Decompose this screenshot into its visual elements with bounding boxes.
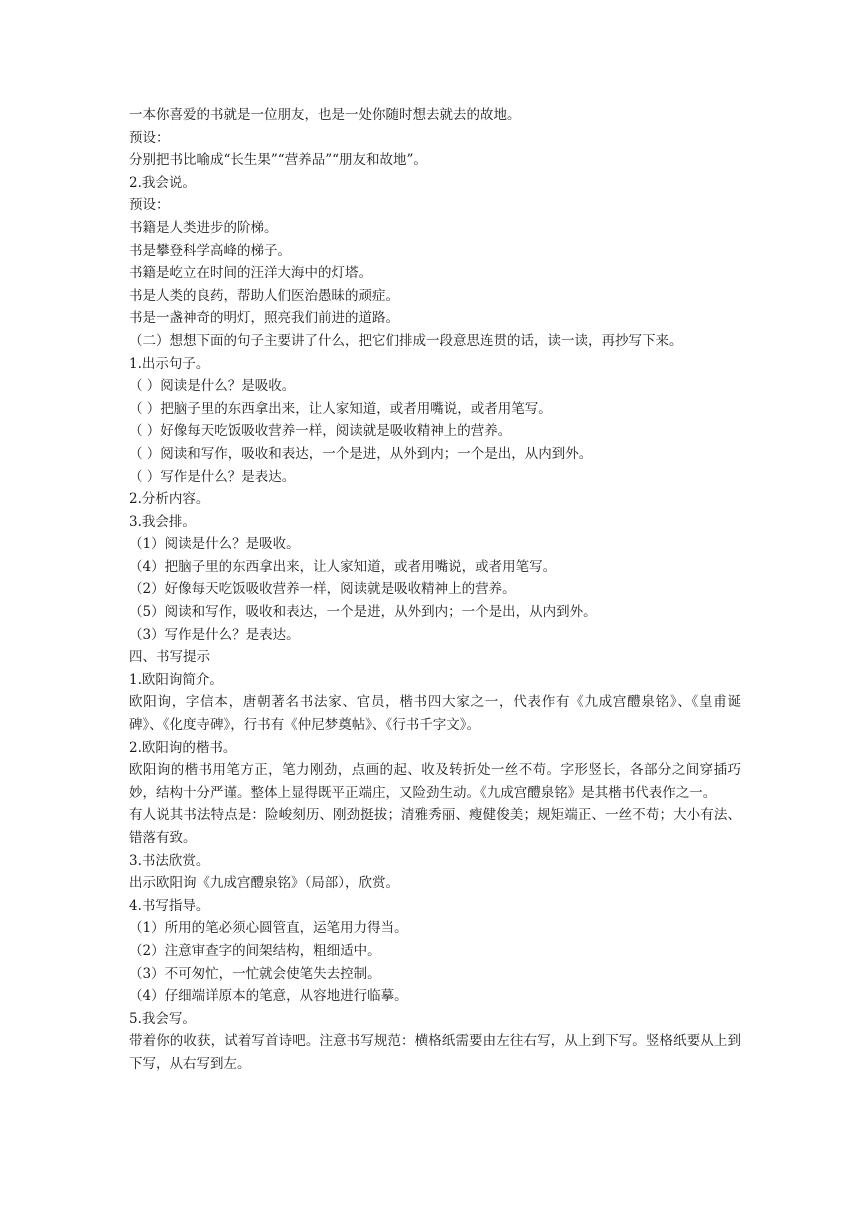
paragraph-kaishu: 欧阳询的楷书用笔方正，笔力刚劲，点画的起、收及转折处一丝不苟。字形竖长，各部分之间穿插巧妙，结构十分严谨。整体上显得既平正端庄，又险劲生动。《九成宫醴泉铭》是其楷书代表作之一。 bbox=[129, 762, 741, 801]
paragraph-features: 有人说其书法特点是：险峻刻历、刚劲挺拔；清雅秀丽、瘦健俊美；规矩端正、一丝不苟；大小有法、错落有致。 bbox=[129, 807, 741, 846]
section-heading: 2.欧阳询的楷书。 bbox=[129, 739, 237, 756]
text-line: （2）注意审查字的间架结构，粗细适中。 bbox=[129, 942, 381, 959]
text-line: 预设： bbox=[129, 197, 170, 214]
text-line: （ ）把脑子里的东西拿出来，让人家知道，或者用嘴说，或者用笔写。 bbox=[129, 400, 552, 417]
section-heading: 1.欧阳询简介。 bbox=[129, 671, 223, 688]
text-line: 书是一盏神奇的明灯，照亮我们前进的道路。 bbox=[129, 310, 399, 327]
text-line: 一本你喜爱的书就是一位朋友，也是一处你随时想去就去的故地。 bbox=[129, 107, 521, 123]
paragraph-write: 带着你的收获，试着写首诗吧。注意书写规范：横格纸需要由左往右写，从上到下写。竖格纸要从上到下写，从右写到左。 bbox=[129, 1033, 741, 1072]
text-line: （5）阅读和写作，吸收和表达，一个是进，从外到内；一个是出，从内到外。 bbox=[129, 604, 597, 621]
section-heading: 2.分析内容。 bbox=[129, 491, 210, 508]
section-heading: 2.我会说。 bbox=[129, 174, 196, 191]
text-line: 出示欧阳询《九成宫醴泉铭》（局部），欣赏。 bbox=[129, 875, 399, 892]
text-line: 书是攀登科学高峰的梯子。 bbox=[129, 242, 291, 259]
text-line: （ ）阅读是什么？是吸收。 bbox=[129, 378, 296, 395]
paragraph-ouyang-intro: 欧阳询，字信本，唐朝著名书法家、官员，楷书四大家之一，代表作有《九成宫醴泉铭》、《皇甫诞碑》、《化度寺碑》，行书有《仲尼梦奠帖》、《行书千字文》。 bbox=[129, 694, 741, 734]
text-line: （ ）写作是什么？是表达。 bbox=[129, 468, 296, 485]
text-line: （1）阅读是什么？是吸收。 bbox=[129, 536, 300, 553]
section-heading: 3.我会排。 bbox=[129, 513, 196, 530]
text-line: （1）所用的笔必须心圆管直，运笔用力得当。 bbox=[129, 920, 408, 937]
text-line: 书籍是人类进步的阶梯。 bbox=[129, 219, 278, 236]
document-body bbox=[129, 104, 741, 1076]
text-line: （3）写作是什么？是表达。 bbox=[129, 626, 300, 643]
section-heading: 4.书写指导。 bbox=[129, 897, 210, 914]
section-heading: 3.书法欣赏。 bbox=[129, 852, 210, 869]
text-line: 预设： bbox=[129, 129, 170, 146]
text-line: （ ）好像每天吃饭吸收营养一样，阅读就是吸收精神上的营养。 bbox=[129, 423, 512, 440]
text-line: （ ）阅读和写作，吸收和表达，一个是进，从外到内；一个是出，从内到外。 bbox=[129, 445, 593, 462]
text-line: （4）把脑子里的东西拿出来，让人家知道，或者用嘴说，或者用笔写。 bbox=[129, 558, 557, 575]
section-heading: 四、书写提示 bbox=[129, 649, 210, 666]
section-heading: （二）想想下面的句子主要讲了什么，把它们排成一段意思连贯的话，读一读，再抄写下来。 bbox=[129, 332, 683, 349]
text-line: 书籍是屹立在时间的汪洋大海中的灯塔。 bbox=[129, 265, 372, 282]
section-heading: 5.我会写。 bbox=[129, 1010, 196, 1027]
text-line: （2）好像每天吃饭吸收营养一样，阅读就是吸收精神上的营养。 bbox=[129, 581, 516, 598]
text-line: 分别把书比喻成“长生果”“营养品”“朋友和故地”。 bbox=[129, 152, 427, 169]
text-line: 书是人类的良药，帮助人们医治愚昧的顽症。 bbox=[129, 287, 399, 304]
section-heading: 1.出示句子。 bbox=[129, 355, 210, 372]
text-line: （4）仔细端详原本的笔意，从容地进行临摹。 bbox=[129, 988, 408, 1005]
text-line: （3）不可匆忙，一忙就会使笔失去控制。 bbox=[129, 965, 381, 982]
